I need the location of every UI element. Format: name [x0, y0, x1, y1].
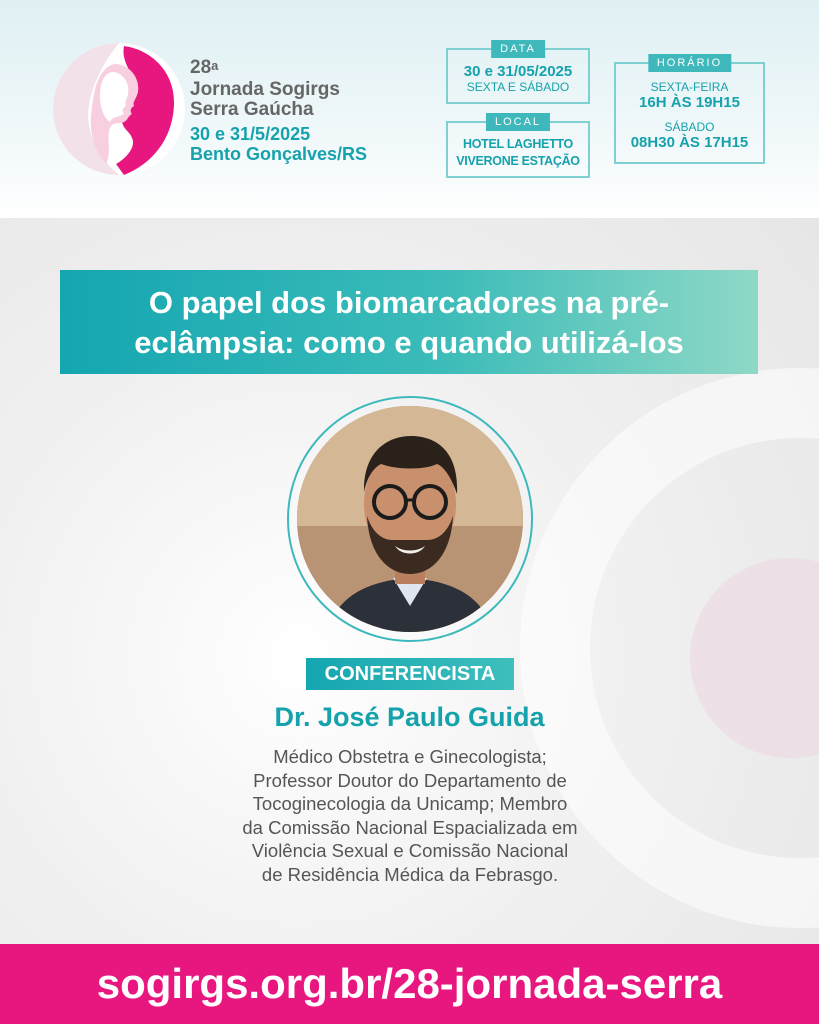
- edition-suffix: a: [211, 58, 219, 73]
- schedule-time2: 08H30 ÀS 17H15: [630, 134, 749, 151]
- event-name-line2: Serra Gaúcha: [190, 99, 314, 120]
- schedule-box: [614, 57, 765, 164]
- date-tag: DATA: [491, 40, 545, 58]
- women-profile-logo-icon: [52, 42, 187, 177]
- speaker-bio-line: de Residência Médica da Febrasgo.: [261, 863, 559, 885]
- edition-number: 28: [190, 57, 212, 78]
- edition-title: [190, 58, 218, 78]
- talk-title: [60, 283, 758, 363]
- speaker-bio-line: Tocoginecologia da Unicamp; Membro: [252, 793, 568, 814]
- talk-title-line2: eclâmpsia: como e quando utilizá-los: [134, 325, 684, 360]
- event-dates: 30 e 31/5/2025: [190, 124, 311, 144]
- location-line1: HOTEL LAGHETTO: [463, 137, 573, 151]
- schedule-tag: HORÁRIO: [648, 54, 731, 72]
- talk-title-line1: O papel dos biomarcadores na pré-: [148, 285, 670, 320]
- schedule-day1: SEXTA-FEIRA: [650, 80, 729, 94]
- location-box: [446, 116, 590, 178]
- event-city: Bento Gonçalves/RS: [190, 144, 368, 164]
- speaker-bio: [200, 745, 620, 886]
- speaker-portrait-icon: [297, 406, 523, 632]
- speaker-bio-line: da Comissão Nacional Espacializada em: [242, 816, 578, 838]
- speaker-role-badge: CONFERENCISTA: [306, 658, 514, 690]
- date-box: [446, 43, 590, 104]
- event-name-line1: Jornada Sogirgs: [190, 79, 340, 100]
- date-days: SEXTA E SÁBADO: [466, 80, 570, 94]
- speaker-bio-line: Professor Doutor do Departamento de: [253, 769, 567, 791]
- speaker-bio-line: Violência Sexual e Comissão Nacional: [251, 840, 569, 861]
- event-header: [0, 0, 819, 218]
- schedule-time1: 16H ÀS 19H15: [639, 94, 740, 111]
- speaker-name: Dr. José Paulo Guida: [274, 702, 545, 732]
- date-value: 30 e 31/05/2025: [463, 63, 573, 80]
- speaker-photo: [297, 406, 523, 632]
- schedule-day2: SÁBADO: [664, 120, 715, 134]
- location-line2: VIVERONE ESTAÇÃO: [456, 154, 580, 168]
- event-url-banner[interactable]: sogirgs.org.br/28-jornada-serra: [0, 944, 819, 1024]
- speaker-bio-line: Médico Obstetra e Ginecologista;: [273, 746, 547, 767]
- location-tag: LOCAL: [486, 113, 550, 131]
